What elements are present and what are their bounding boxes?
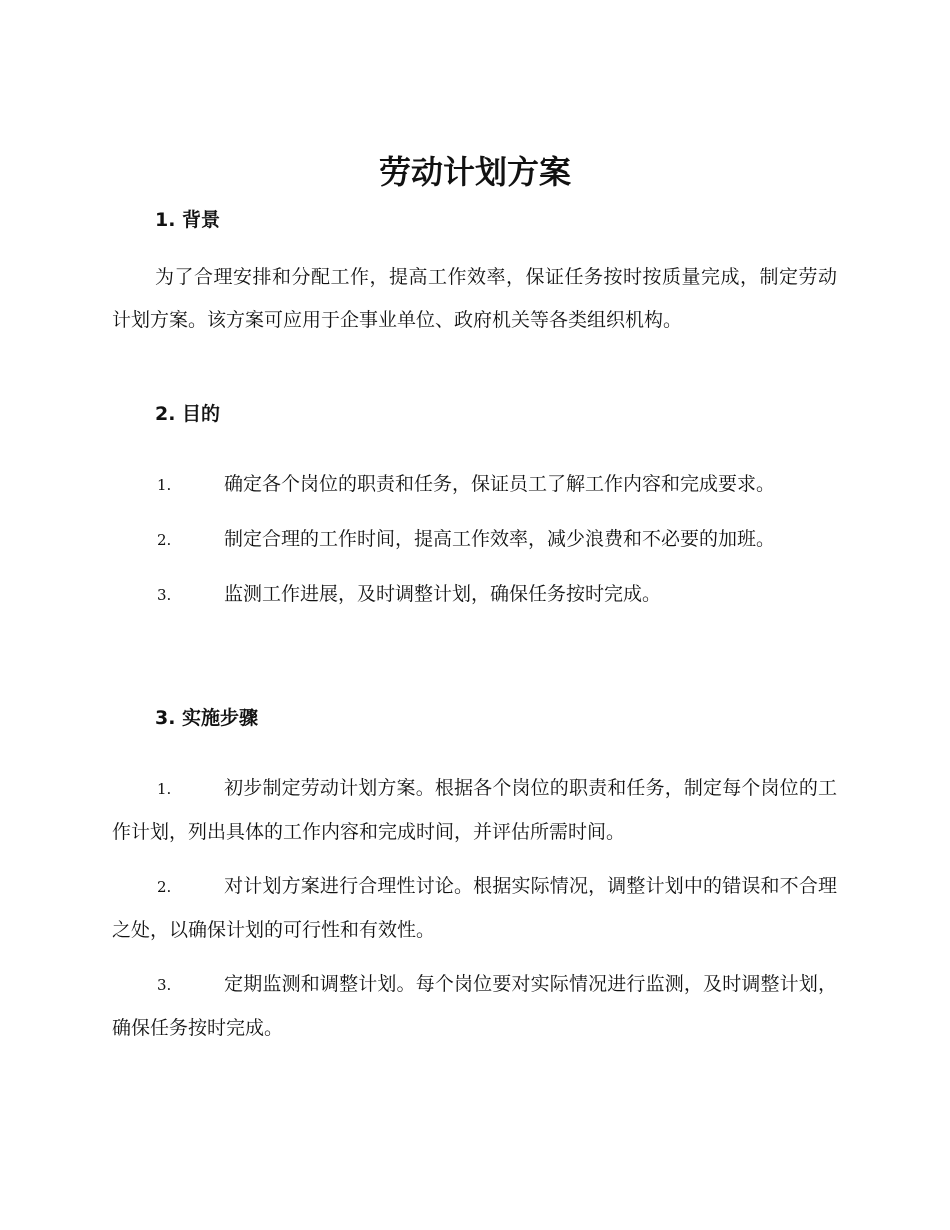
list-item-text: 初步制定劳动计划方案。根据各个岗位的职责和任务，制定每个岗位的工作计划，列出具体的工作内容和完成时间，并评估所需时间。 [112,777,837,843]
list-item-text: 定期监测和调整计划。每个岗位要对实际情况进行监测，及时调整计划，确保任务按时完成。 [112,973,837,1039]
list-item [112,767,837,854]
section-steps [112,703,837,1050]
list-item [112,573,837,617]
section-paragraph: 为了合理安排和分配工作，提高工作效率，保证任务按时按质量完成，制定劳动计划方案。该方案可应用于企事业单位、政府机关等各类组织机构。 [112,266,837,331]
list-item-number: 2. [157,878,172,896]
list-item [112,518,837,562]
list-item-number: 3. [157,976,172,994]
list-item-text: 对计划方案进行合理性讨论。根据实际情况，调整计划中的错误和不合理之处，以确保计划的可行性和有效性。 [112,875,837,941]
list-item-number: 2. [157,531,172,549]
list-item [112,865,837,952]
list-item-number: 1. [157,780,172,798]
section-purpose [112,399,837,617]
list-item-text: 确定各个岗位的职责和任务，保证员工了解工作内容和完成要求。 [224,473,776,495]
section-heading: 3. 实施步骤 [155,707,259,729]
list-item-text: 制定合理的工作时间，提高工作效率，减少浪费和不必要的加班。 [224,528,776,550]
list-item [112,963,837,1050]
list-item-number: 1. [157,476,172,494]
list-item-number: 3. [157,586,172,604]
list-item-text: 监测工作进展，及时调整计划，确保任务按时完成。 [224,583,662,605]
section-heading: 2. 目的 [155,403,221,425]
document-title: 劳动计划方案 [378,153,571,191]
section-background [112,205,837,342]
list-item [112,463,837,507]
section-heading: 1. 背景 [155,209,221,231]
